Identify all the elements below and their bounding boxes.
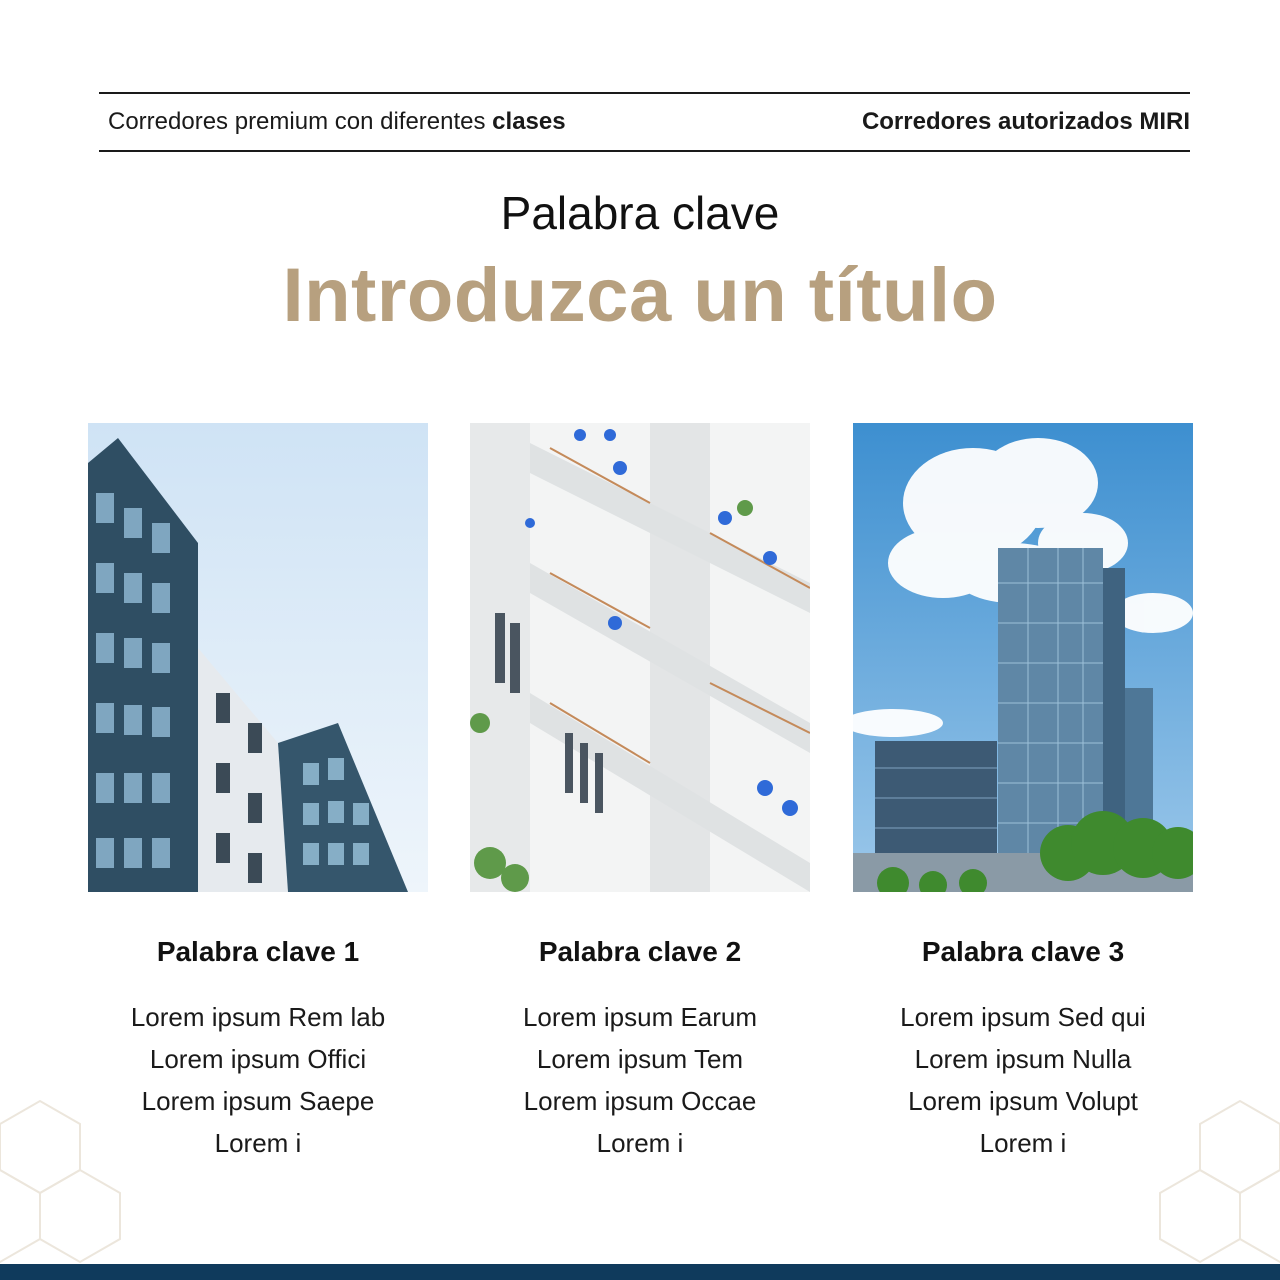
card-1-title: Palabra clave 1: [156, 936, 360, 967]
card-2: [470, 423, 810, 1164]
card-2-line: Lorem ipsum Earum: [522, 1002, 758, 1032]
card-1-line: Lorem ipsum Offici: [149, 1044, 367, 1074]
card-3-line: Lorem ipsum Volupt: [908, 1086, 1138, 1116]
card-2-line: Lorem ipsum Tem: [536, 1044, 744, 1074]
card-1-line: Lorem i: [214, 1128, 302, 1158]
card-2-line: Lorem ipsum Occae: [523, 1086, 757, 1116]
header-bar: [99, 92, 1190, 152]
card-1-line: Lorem ipsum Saepe: [141, 1086, 375, 1116]
card-2-title: Palabra clave 2: [538, 936, 742, 967]
card-3-list: [853, 996, 1193, 1164]
card-2-line: Lorem i: [596, 1128, 684, 1158]
card-1: [88, 423, 428, 1164]
hero-title: Introduzca un título: [282, 253, 998, 338]
card-3-line: Lorem ipsum Sed qui: [900, 1002, 1146, 1032]
header-tagline-text: Corredores premium con diferentes: [108, 108, 493, 135]
atrium-photo-2: [470, 423, 810, 892]
card-3-line: Lorem ipsum Nulla: [914, 1044, 1132, 1074]
skyline-photo-3: [853, 423, 1193, 892]
card-3-title: Palabra clave 3: [921, 936, 1125, 967]
header-tagline: [108, 108, 566, 136]
building-photo-1: [88, 423, 428, 892]
card-1-list: [88, 996, 428, 1164]
card-3: [853, 423, 1193, 1164]
header-brand: Corredores autorizados MIRI: [861, 108, 1190, 135]
card-1-line: Lorem ipsum Rem lab: [130, 1002, 386, 1032]
card-2-list: [470, 996, 810, 1164]
header-tagline-bold: clases: [492, 108, 566, 135]
footer-bar: [0, 1264, 1280, 1280]
hero-kicker: Palabra clave: [500, 187, 780, 239]
card-3-line: Lorem i: [979, 1128, 1067, 1158]
